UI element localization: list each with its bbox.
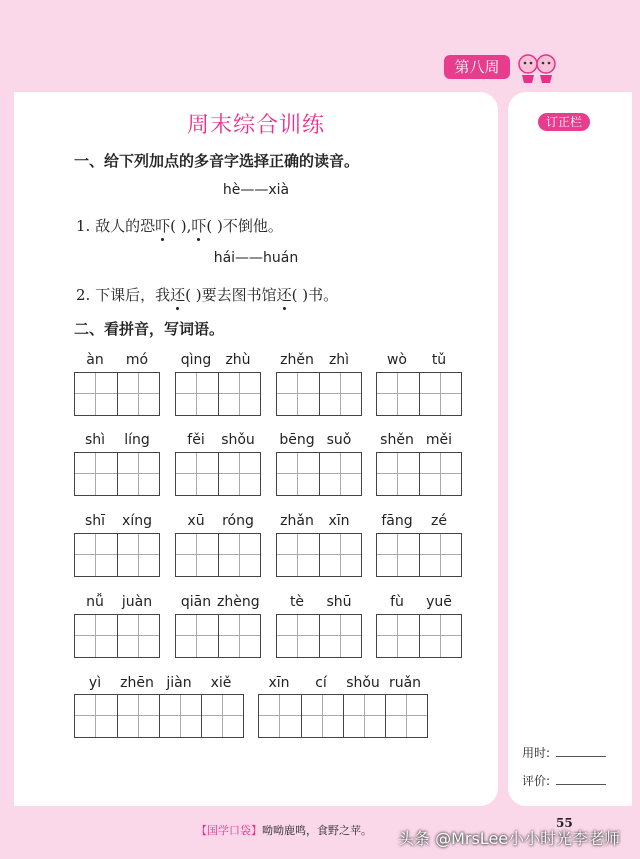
writing-grid (376, 452, 462, 496)
writing-cell[interactable] (259, 695, 301, 737)
correction-sidebar (508, 92, 632, 806)
pinyin-syllable: shì (84, 432, 106, 448)
writing-cell[interactable] (277, 453, 319, 495)
pinyin-syllable: cí (315, 675, 327, 691)
writing-grid (276, 533, 362, 577)
writing-grid (376, 614, 462, 658)
pinyin-syllable: fù (390, 594, 404, 610)
page-number: 55 (556, 816, 573, 830)
writing-cell[interactable] (75, 534, 117, 576)
pinyin-syllable: zhēn (120, 675, 154, 691)
writing-grid (74, 614, 160, 658)
pinyin-syllable: xíng (122, 513, 152, 529)
footer-quote: 【国学口袋】呦呦鹿鸣，食野之苹。 (196, 824, 372, 837)
pinyin-syllable: měi (425, 432, 453, 448)
writing-cell[interactable] (176, 534, 218, 576)
writing-grid (276, 452, 362, 496)
writing-grid (175, 452, 261, 496)
pinyin-syllable: zhù (225, 352, 251, 368)
writing-cell[interactable] (419, 615, 461, 657)
pinyin-syllable: xīn (328, 513, 350, 529)
writing-cell[interactable] (343, 695, 385, 737)
q2-dotted-char-2: 还 (276, 286, 292, 304)
writing-grid (175, 372, 261, 416)
pinyin-syllable: jiàn (166, 675, 192, 691)
pinyin-syllable: yì (88, 675, 102, 691)
writing-cell[interactable] (319, 534, 361, 576)
section2-heading: 二、看拼音，写词语。 (74, 320, 225, 338)
pinyin-syllable: xū (187, 513, 205, 529)
section1-heading: 一、给下列加点的多音字选择正确的读音。 (74, 152, 360, 170)
pinyin-syllable: shī (84, 513, 106, 529)
writing-cell[interactable] (277, 615, 319, 657)
writing-cell[interactable] (419, 373, 461, 415)
pinyin-syllable: xīn (268, 675, 290, 691)
writing-cell[interactable] (117, 373, 159, 415)
pinyin-syllable: fāng (381, 513, 413, 529)
writing-cell[interactable] (319, 373, 361, 415)
pinyin-syllable: juàn (121, 594, 153, 610)
pinyin-syllable: shǒu (346, 675, 380, 691)
pinyin-syllable: wò (386, 352, 407, 368)
q2-dotted-char-1: 还 (170, 286, 186, 304)
writing-cell[interactable] (176, 615, 218, 657)
writing-grid (74, 533, 160, 577)
writing-cell[interactable] (75, 615, 117, 657)
pinyin-syllable: zé (431, 513, 447, 529)
writing-cell[interactable] (377, 453, 419, 495)
writing-cell[interactable] (75, 453, 117, 495)
q1-dotted-char-1: 吓 (155, 217, 171, 235)
writing-cell[interactable] (176, 373, 218, 415)
pinyin-syllable: tǔ (431, 352, 447, 368)
writing-cell[interactable] (75, 695, 117, 737)
time-field: 用时: (522, 744, 606, 761)
pinyin-syllable: shěn (380, 432, 414, 448)
writing-cell[interactable] (377, 534, 419, 576)
page-title: 周末综合训练 (186, 113, 325, 138)
q1-options: hè——xià (222, 182, 290, 198)
time-blank[interactable] (556, 756, 606, 757)
eval-blank[interactable] (556, 784, 606, 785)
writing-cell[interactable] (319, 453, 361, 495)
pinyin-syllable: xiě (210, 675, 232, 691)
writing-grid (376, 372, 462, 416)
q1-sentence: 1. 敌人的恐吓( ),吓( )不倒他。 (76, 217, 283, 235)
writing-cell[interactable] (218, 373, 260, 415)
pinyin-syllable: yuē (426, 594, 452, 610)
writing-cell[interactable] (301, 695, 343, 737)
mascot-icon (514, 50, 560, 84)
writing-grid (276, 614, 362, 658)
writing-grid (276, 372, 362, 416)
pinyin-syllable: àn (86, 352, 104, 368)
writing-cell[interactable] (201, 695, 243, 737)
pinyin-syllable: shǒu (221, 432, 255, 448)
pinyin-syllable: zhèng (217, 594, 260, 610)
writing-cell[interactable] (117, 534, 159, 576)
watermark: 头条 @MrsLee小小时光李老师 (398, 829, 621, 848)
week-tab: 第八周 (444, 55, 510, 79)
q2-options: hái——huán (213, 250, 299, 266)
pinyin-syllable: fěi (187, 432, 205, 448)
pinyin-syllable: nǚ (86, 594, 104, 610)
pinyin-syllable: suǒ (326, 432, 352, 448)
writing-cell[interactable] (75, 373, 117, 415)
writing-cell[interactable] (218, 615, 260, 657)
pinyin-syllable: líng (124, 432, 150, 448)
pinyin-syllable: zhǎn (280, 513, 314, 529)
writing-cell[interactable] (377, 615, 419, 657)
writing-cell[interactable] (117, 695, 159, 737)
pinyin-syllable: zhì (328, 352, 350, 368)
writing-cell[interactable] (419, 453, 461, 495)
writing-cell[interactable] (117, 615, 159, 657)
writing-cell[interactable] (277, 373, 319, 415)
pinyin-syllable: mó (125, 352, 149, 368)
writing-cell[interactable] (176, 453, 218, 495)
writing-grid (376, 533, 462, 577)
correction-badge: 订正栏 (538, 113, 590, 131)
pinyin-syllable: qiān (180, 594, 212, 610)
pinyin-syllable: ruǎn (388, 675, 422, 691)
writing-cell[interactable] (377, 373, 419, 415)
writing-cell[interactable] (419, 534, 461, 576)
pinyin-syllable: zhěn (280, 352, 314, 368)
writing-grid (74, 452, 160, 496)
eval-field: 评价: (522, 772, 606, 789)
writing-cell[interactable] (117, 453, 159, 495)
writing-cell[interactable] (319, 615, 361, 657)
pinyin-syllable: shū (326, 594, 352, 610)
writing-cell[interactable] (159, 695, 201, 737)
writing-grid (74, 372, 160, 416)
writing-cell[interactable] (218, 534, 260, 576)
writing-cell[interactable] (218, 453, 260, 495)
pinyin-syllable: róng (222, 513, 254, 529)
q1-dotted-char-2: 吓 (191, 217, 207, 235)
writing-grid (74, 694, 244, 738)
writing-grid (175, 614, 261, 658)
writing-grid (175, 533, 261, 577)
writing-grid (258, 694, 428, 738)
q2-sentence: 2. 下课后，我还( )要去图书馆还( )书。 (76, 286, 339, 304)
writing-cell[interactable] (385, 695, 427, 737)
writing-cell[interactable] (277, 534, 319, 576)
pinyin-syllable: bēng (279, 432, 315, 448)
pinyin-syllable: tè (289, 594, 305, 610)
pinyin-syllable: qìng (180, 352, 212, 368)
